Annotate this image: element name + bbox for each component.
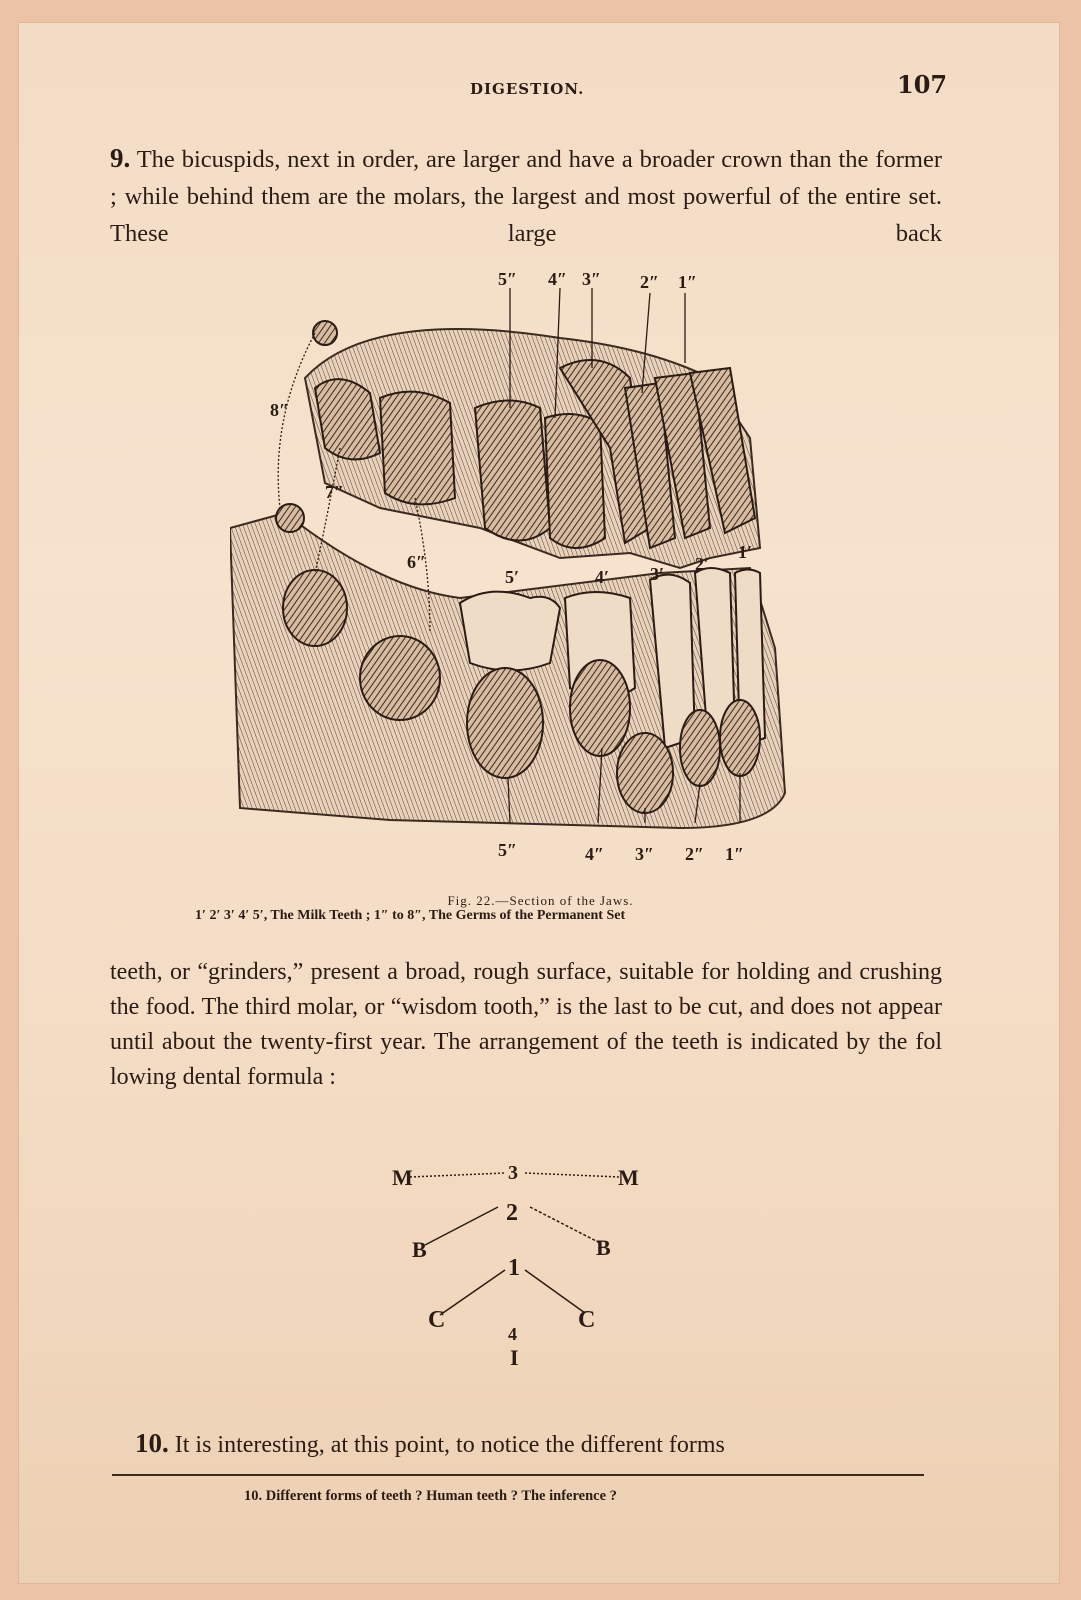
formula-b-left: B (412, 1237, 427, 1262)
label-top-1: 1″ (678, 272, 697, 292)
figure-caption-text: 1′ 2′ 3′ 4′ 5′, The Milk Teeth ; 1″ to 8″, The Germs of the Permanent Set (195, 908, 626, 923)
formula-b-count: 2 (506, 1200, 518, 1226)
formula-m-left: M (392, 1165, 413, 1190)
paragraph-text: It is interesting, at this point, to notice the different forms (168, 1432, 725, 1458)
label-top-4: 4″ (548, 269, 567, 289)
label-7: 7″ (325, 482, 344, 502)
formula-i: I (510, 1345, 519, 1370)
label-bottom-4: 4″ (585, 844, 604, 864)
page-number: 107 (897, 70, 948, 99)
dental-formula (380, 1165, 680, 1405)
label-top-3: 3″ (582, 269, 601, 289)
label-mid-3: 3′ (650, 564, 665, 584)
label-bottom-1: 1″ (725, 844, 744, 864)
label-bottom-5: 5″ (498, 840, 517, 860)
label-mid-5: 5′ (505, 567, 520, 587)
paragraph-text: The bicuspids, next in order, are larger and have a broader crown than the former ; while behind them are the molars, the largest and most powerful of the entire set. These large back (110, 146, 942, 247)
paragraph-number: 10. (135, 1428, 169, 1458)
formula-c-count: 1 (508, 1255, 520, 1281)
formula-c-right: C (578, 1307, 596, 1333)
paragraph-9 (110, 140, 942, 252)
label-bottom-2: 2″ (685, 844, 704, 864)
label-top-5: 5″ (498, 269, 517, 289)
formula-i-count: 4 (508, 1324, 517, 1344)
paragraph-number: 9. (110, 143, 131, 173)
label-mid-4: 4′ (595, 567, 610, 587)
paragraph-last-line: lowing dental formula : (110, 1064, 336, 1090)
label-6: 6″ (407, 552, 426, 572)
paragraph-10 (135, 1428, 935, 1460)
running-header: DIGESTION. (470, 80, 585, 98)
figure-caption-title: Fig. 22.—Section of the Jaws. (447, 893, 634, 908)
jaw-section-illustration (230, 268, 810, 883)
footnote-questions: 10. Different forms of teeth ? Human teeth ? The inference ? (244, 1488, 617, 1504)
paragraph-9-continued (110, 955, 942, 1095)
formula-b-right: B (596, 1235, 611, 1260)
label-8: 8″ (270, 400, 289, 420)
formula-m-count: 3 (508, 1165, 518, 1184)
formula-c-left: C (428, 1307, 446, 1333)
label-bottom-3: 3″ (635, 844, 654, 864)
label-mid-2: 2′ (695, 554, 710, 574)
footnote-divider (112, 1474, 924, 1476)
label-top-2: 2″ (640, 272, 659, 292)
label-mid-1: 1′ (738, 542, 753, 562)
formula-m-right: M (618, 1165, 639, 1190)
paragraph-text: teeth, or “grinders,” present a broad, rough surface, suitable for holding and crushing the food. The third molar, or “wisdom tooth,” is the last to be cut, and does not appear until about the twenty-first year. The arrangement of the teeth is indicated by the fol (110, 959, 942, 1055)
